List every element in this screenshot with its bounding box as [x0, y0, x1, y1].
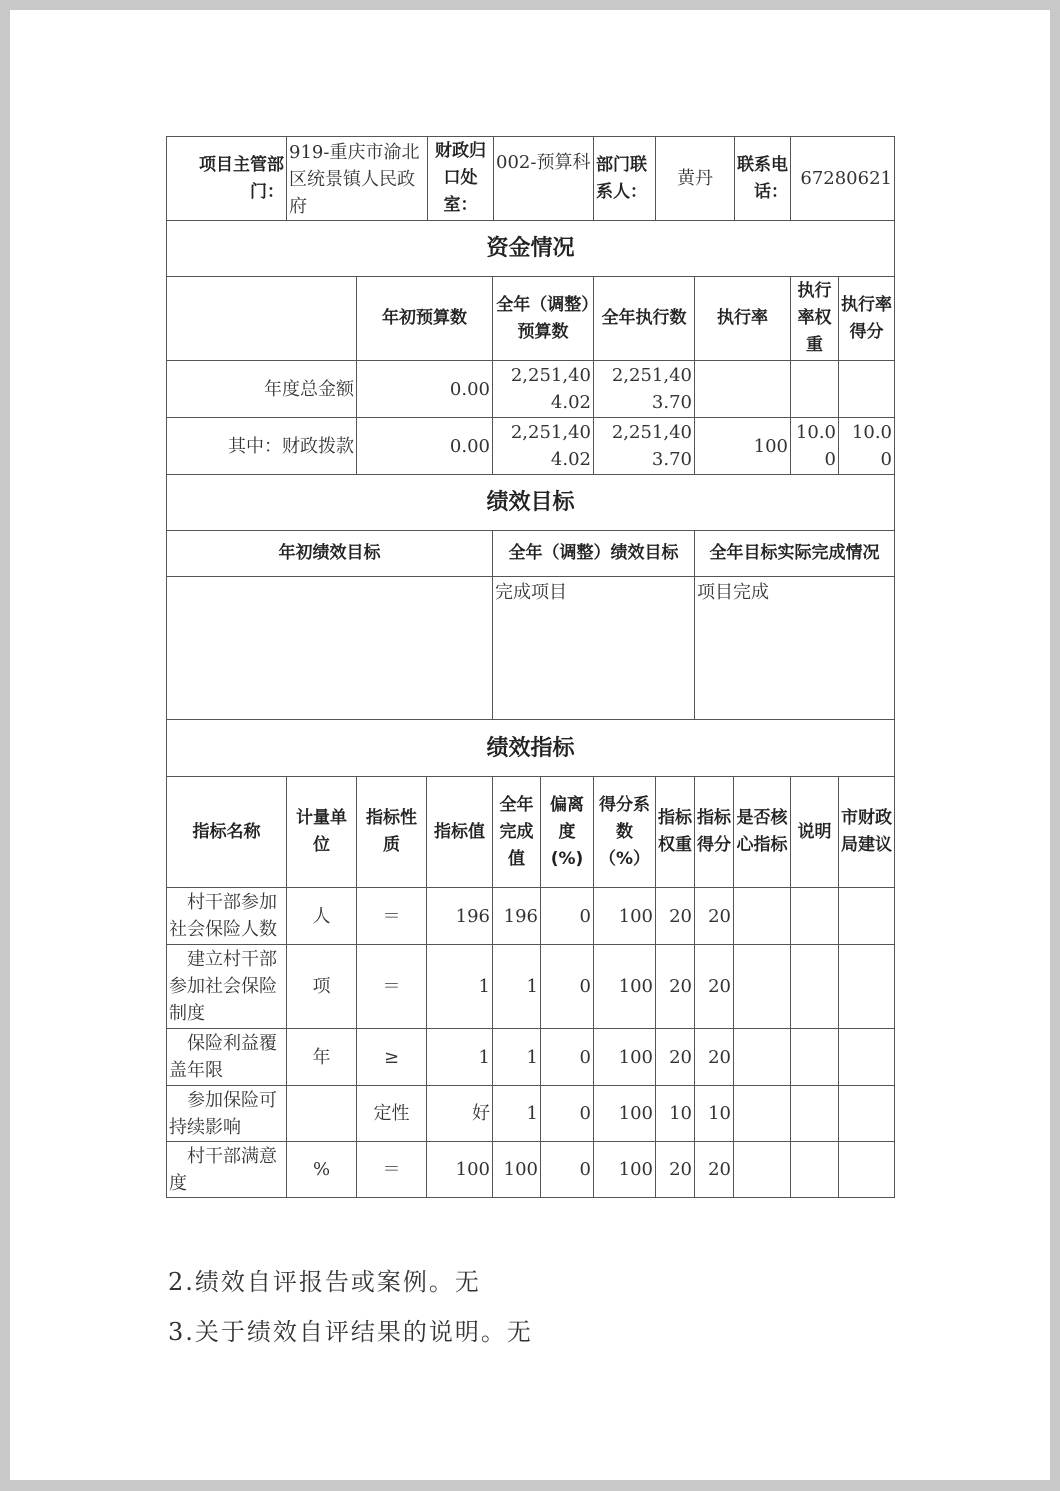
ind-row-cell: 20: [655, 944, 694, 1028]
funds-row-cell: 2,251,403.70: [593, 417, 694, 474]
ind-row-cell: 10: [694, 1085, 733, 1141]
ind-row-name: 村干部满意度: [166, 1141, 286, 1198]
finance-value: 002-预算科: [493, 136, 593, 220]
ind-row-cell: 好: [426, 1085, 492, 1141]
funds-header-executed: 全年执行数: [593, 276, 694, 360]
ind-row-cell: 1: [492, 944, 540, 1028]
goals-actual-value: 项目完成: [694, 576, 895, 719]
ind-row-cell: [790, 944, 838, 1028]
funds-header-score: 执行率得分: [838, 276, 895, 360]
ind-header: 说明: [790, 776, 838, 887]
ind-row-cell: [838, 1085, 895, 1141]
funds-row-label: 年度总金额: [166, 360, 356, 417]
ind-row-cell: [790, 1028, 838, 1085]
ind-header: 得分系数（%）: [593, 776, 655, 887]
note-self-evaluation-explanation: 3.关于绩效自评结果的说明。无: [168, 1318, 533, 1346]
ind-row-cell: 1: [426, 944, 492, 1028]
ind-row-cell: 100: [426, 1141, 492, 1198]
funds-row-cell: 0.00: [356, 360, 492, 417]
ind-row-cell: 20: [694, 1141, 733, 1198]
ind-row-cell: %: [286, 1141, 356, 1198]
ind-row-cell: 20: [694, 887, 733, 944]
ind-row-name: 保险利益覆盖年限: [166, 1028, 286, 1085]
goals-initial-value: [166, 576, 492, 719]
ind-header: 是否核心指标: [733, 776, 790, 887]
ind-row-cell: ＝: [356, 887, 426, 944]
funds-row-label: 其中：财政拨款: [166, 417, 356, 474]
ind-row-cell: [838, 1141, 895, 1198]
ind-row-cell: 20: [694, 1028, 733, 1085]
ind-header: 全年完成值: [492, 776, 540, 887]
ind-row-cell: 20: [655, 887, 694, 944]
performance-table: [166, 136, 895, 1197]
funds-row-cell: 0.00: [356, 417, 492, 474]
ind-row-cell: 100: [593, 944, 655, 1028]
ind-row-cell: [733, 1085, 790, 1141]
funds-row-cell: 10.00: [790, 417, 838, 474]
ind-row-cell: [733, 1028, 790, 1085]
goals-header-adjusted: 全年（调整）绩效目标: [492, 530, 694, 576]
ind-row-cell: 0: [540, 887, 593, 944]
ind-row-cell: 100: [492, 1141, 540, 1198]
ind-row-cell: 0: [540, 944, 593, 1028]
funds-header-initial: 年初预算数: [356, 276, 492, 360]
ind-row-cell: 人: [286, 887, 356, 944]
ind-row-cell: 0: [540, 1028, 593, 1085]
ind-row-cell: 100: [593, 1085, 655, 1141]
ind-header: 计量单位: [286, 776, 356, 887]
goals-adjusted-value: 完成项目: [492, 576, 694, 719]
finance-label: 财政归口处室：: [427, 136, 493, 220]
funds-row-cell: 2,251,403.70: [593, 360, 694, 417]
ind-row-cell: [286, 1085, 356, 1141]
document-page: [10, 10, 1050, 1480]
ind-row-cell: [838, 1028, 895, 1085]
ind-row-name: 建立村干部参加社会保险制度: [166, 944, 286, 1028]
ind-row-cell: [838, 944, 895, 1028]
ind-row-cell: 10: [655, 1085, 694, 1141]
ind-row-cell: 定性: [356, 1085, 426, 1141]
funds-row-cell: 2,251,404.02: [492, 360, 593, 417]
ind-header: 市财政局建议: [838, 776, 895, 887]
indicators-section-title: 绩效指标: [166, 719, 895, 776]
ind-header: 指标名称: [166, 776, 286, 887]
ind-row-cell: 项: [286, 944, 356, 1028]
ind-row-cell: 0: [540, 1085, 593, 1141]
ind-row-cell: 年: [286, 1028, 356, 1085]
ind-row-cell: [733, 944, 790, 1028]
contact-value: 黄丹: [655, 136, 734, 220]
ind-row-cell: 1: [426, 1028, 492, 1085]
ind-row-cell: 100: [593, 887, 655, 944]
ind-header: 指标得分: [694, 776, 733, 887]
goals-header-actual: 全年目标实际完成情况: [694, 530, 895, 576]
ind-header: 偏离度(%): [540, 776, 593, 887]
funds-header-blank: [166, 276, 356, 360]
dept-value: 919-重庆市渝北区统景镇人民政府: [286, 136, 427, 220]
ind-row-cell: 196: [426, 887, 492, 944]
ind-row-cell: [838, 887, 895, 944]
ind-row-cell: 196: [492, 887, 540, 944]
ind-row-cell: [790, 1141, 838, 1198]
funds-row-cell: [694, 360, 790, 417]
ind-row-cell: 1: [492, 1028, 540, 1085]
ind-row-cell: 1: [492, 1085, 540, 1141]
funds-header-weight: 执行率权重: [790, 276, 838, 360]
ind-row-cell: 20: [694, 944, 733, 1028]
ind-row-cell: [790, 1085, 838, 1141]
funds-row-cell: 2,251,404.02: [492, 417, 593, 474]
ind-row-name: 村干部参加社会保险人数: [166, 887, 286, 944]
dept-label: 项目主管部门：: [166, 136, 286, 220]
ind-row-cell: [733, 1141, 790, 1198]
ind-header: 指标值: [426, 776, 492, 887]
ind-header: 指标性质: [356, 776, 426, 887]
ind-row-cell: 100: [593, 1028, 655, 1085]
ind-row-cell: [733, 887, 790, 944]
ind-row-cell: 100: [593, 1141, 655, 1198]
funds-header-rate: 执行率: [694, 276, 790, 360]
phone-label: 联系电话：: [734, 136, 790, 220]
funds-row-cell: 10.00: [838, 417, 895, 474]
ind-row-cell: ＝: [356, 1141, 426, 1198]
ind-row-cell: ≥: [356, 1028, 426, 1085]
funds-section-title: 资金情况: [166, 220, 895, 276]
ind-row-cell: 20: [655, 1028, 694, 1085]
ind-header: 指标权重: [655, 776, 694, 887]
funds-header-adjusted: 全年（调整）预算数: [492, 276, 593, 360]
goals-header-initial: 年初绩效目标: [166, 530, 492, 576]
funds-row-cell: [790, 360, 838, 417]
ind-row-cell: ＝: [356, 944, 426, 1028]
funds-row-cell: [838, 360, 895, 417]
note-self-evaluation-report: 2.绩效自评报告或案例。无: [168, 1268, 481, 1296]
ind-row-name: 参加保险可持续影响: [166, 1085, 286, 1141]
contact-label: 部门联系人：: [593, 136, 655, 220]
phone-value: 67280621: [790, 136, 895, 220]
ind-row-cell: 0: [540, 1141, 593, 1198]
ind-row-cell: [790, 887, 838, 944]
goals-section-title: 绩效目标: [166, 474, 895, 530]
funds-row-cell: 100: [694, 417, 790, 474]
ind-row-cell: 20: [655, 1141, 694, 1198]
